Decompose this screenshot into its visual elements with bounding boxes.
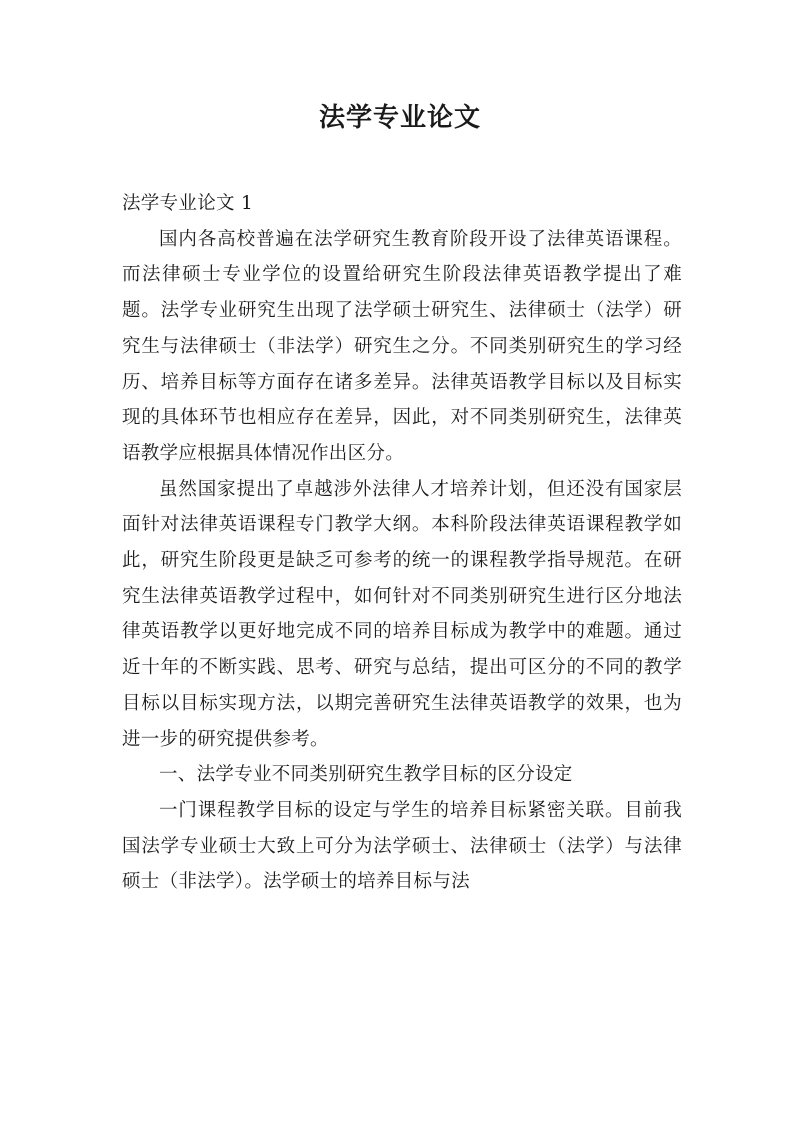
section-heading: 一、法学专业不同类别研究生教学目标的区分设定 — [159, 764, 573, 786]
document-subtitle: 法学专业论文 1 — [122, 193, 254, 214]
document-body — [122, 186, 682, 900]
page-title: 法学专业论文 — [318, 103, 481, 133]
paragraph-intro: 国内各高校普遍在法学研究生教育阶段开设了法律英语课程。而法律硕士专业学位的设置给研究生阶段法律英语教学提出了难题。法学专业研究生出现了法学硕士研究生、法律硕士（法学）研究生与法律硕士（非法学）研究生之分。不同类别研究生的学习经历、培养目标等方面存在诸多差异。法律英语教学目标以及目标实现的具体环节也相应存在差异，因此，对不同类别研究生，法律英语教学应根据具体情况作出区分。 — [122, 228, 682, 464]
paragraph-section-1: 一门课程教学目标的设定与学生的培养目标紧密关联。目前我国法学专业硕士大致上可分为法学硕士、法律硕士（法学）与法律硕士（非法学）。法学硕士的培养目标与法 — [122, 799, 682, 893]
paragraph-background: 虽然国家提出了卓越涉外法律人才培养计划，但还没有国家层面针对法律英语课程专门教学大纲。本科阶段法律英语课程教学如此，研究生阶段更是缺乏可参考的统一的课程教学指导规范。在研究生法律英语教学过程中，如何针对不同类别研究生进行区分地法律英语教学以更好地完成不同的培养目标成为教学中的难题。通过近十年的不断实践、思考、研究与总结，提出可区分的不同的教学目标以目标实现方法，以期完善研究生法律英语教学的效果，也为进一步的研究提供参考。 — [122, 478, 682, 750]
